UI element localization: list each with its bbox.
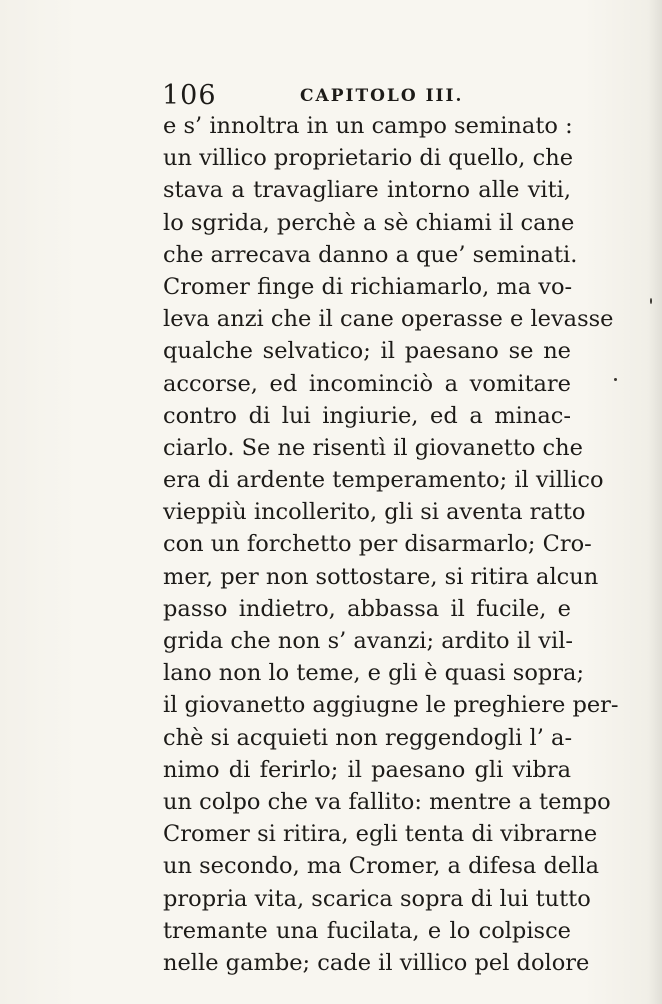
text-line: chè si acquieti non reggendogli l’ a-	[163, 724, 573, 751]
text-line: e s’ innoltra in un campo seminato :	[163, 113, 573, 139]
text-line: un villico proprietario di quello, che	[163, 145, 574, 172]
text-line: vieppiù incollerito, gli si aventa ratto	[163, 499, 586, 526]
chapter-title: CAPITOLO III.	[300, 86, 464, 106]
text-line: che arrecava danno a que’ seminati.	[163, 241, 578, 268]
text-line: accorse, ed incominciò a vomitare	[163, 370, 571, 397]
text-line: un secondo, ma Cromer, a difesa della	[163, 853, 599, 880]
text-line: qualche selvatico; il paesano se ne	[163, 338, 571, 365]
ink-speck	[614, 378, 617, 381]
text-line: nimo di ferirlo; il paesano gli vibra	[163, 756, 571, 783]
text-line: ciarlo. Se ne risentì il giovanetto che	[163, 434, 583, 461]
text-line: un colpo che va fallito: mentre a tempo	[163, 788, 611, 815]
text-line: nelle gambe; cade il villico pel dolore	[163, 949, 590, 976]
text-line: mer, per non sottostare, si ritira alcun	[163, 563, 599, 590]
text-line: stava a travagliare intorno alle viti,	[163, 177, 571, 204]
text-line: lano non lo teme, e gli è quasi sopra;	[163, 660, 585, 687]
text-line: il giovanetto aggiugne le preghiere per-	[163, 692, 619, 719]
text-line: lo sgrida, perchè a sè chiami il cane	[163, 209, 575, 236]
text-line: tremante una fucilata, e lo colpisce	[163, 917, 571, 944]
text-line: passo indietro, abbassa il fucile, e	[163, 595, 571, 622]
ink-speck	[650, 298, 652, 304]
page-number: 106	[162, 80, 217, 111]
running-head	[162, 78, 572, 114]
text-line: contro di lui ingiurie, ed a minac-	[163, 402, 571, 429]
text-line: propria vita, scarica sopra di lui tutto	[163, 885, 591, 912]
page-edge-shadow	[648, 0, 662, 1004]
body-text	[163, 110, 619, 979]
text-line: era di ardente temperamento; il villico	[163, 467, 604, 494]
text-line: con un forchetto per disarmarlo; Cro-	[163, 531, 592, 558]
text-line: Cromer finge di richiamarlo, ma vo-	[163, 273, 573, 300]
text-line: Cromer si ritira, egli tenta di vibrarne	[163, 821, 598, 848]
text-line: leva anzi che il cane operasse e levasse	[163, 306, 614, 333]
text-line: grida che non s’ avanzi; ardito il vil-	[163, 628, 573, 654]
